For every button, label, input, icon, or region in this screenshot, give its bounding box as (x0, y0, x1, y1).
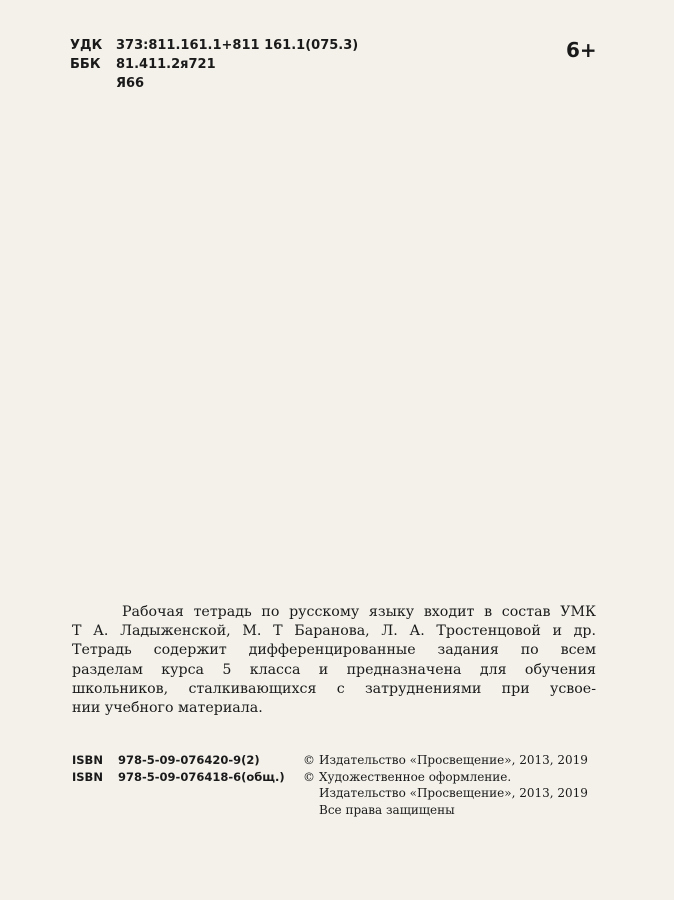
annotation-line: разделам курса 5 класса и предназначена для обучения (72, 661, 596, 678)
udk-row (70, 36, 358, 55)
copyright-text: Издательство «Просвещение», 2013, 2019 (319, 753, 588, 767)
annotation-line: Тетрадь содержит дифференцированные задания по всем (72, 642, 596, 659)
isbn-row (72, 769, 285, 786)
isbn-label: ISBN (72, 770, 103, 784)
isbn-label: ISBN (72, 753, 103, 767)
copyright-text: Художественное оформление. (319, 769, 512, 784)
bbk-value: 81.411.2я721 (116, 57, 216, 72)
author-mark: Я66 (116, 76, 145, 91)
copyright-row (303, 752, 588, 769)
annotation-line: Рабочая тетрадь по русскому языку входит в состав УМК (122, 604, 596, 620)
udk-value: 373:811.161.1+811 161.1(075.3) (116, 38, 359, 53)
classification-block (70, 36, 358, 93)
rights-reserved: Все права защищены (319, 802, 455, 817)
annotation-text (72, 603, 596, 718)
udk-label: УДК (70, 38, 103, 53)
annotation-line: школьников, сталкивающихся с затруднениями при усвое- (72, 680, 596, 697)
bbk-label: ББК (70, 57, 101, 72)
isbn-row (72, 752, 285, 769)
copyright-row (303, 769, 588, 786)
copyright-symbol: © (303, 753, 315, 767)
isbn-value: 978-5-09-076418-6(общ.) (118, 770, 285, 784)
isbn-value: 978-5-09-076420-9(2) (118, 753, 260, 767)
bbk-row (70, 55, 358, 74)
isbn-block (72, 752, 285, 786)
copyright-symbol: © (303, 769, 315, 784)
copyright-text: Издательство «Просвещение», 2013, 2019 (319, 786, 588, 800)
annotation-line: нии учебного материала. (72, 700, 263, 717)
annotation-line: Т А. Ладыженской, М. Т Баранова, Л. А. Тростенцовой и др. (72, 623, 596, 640)
copyright-block (303, 752, 588, 818)
age-rating: 6+ (566, 38, 597, 62)
